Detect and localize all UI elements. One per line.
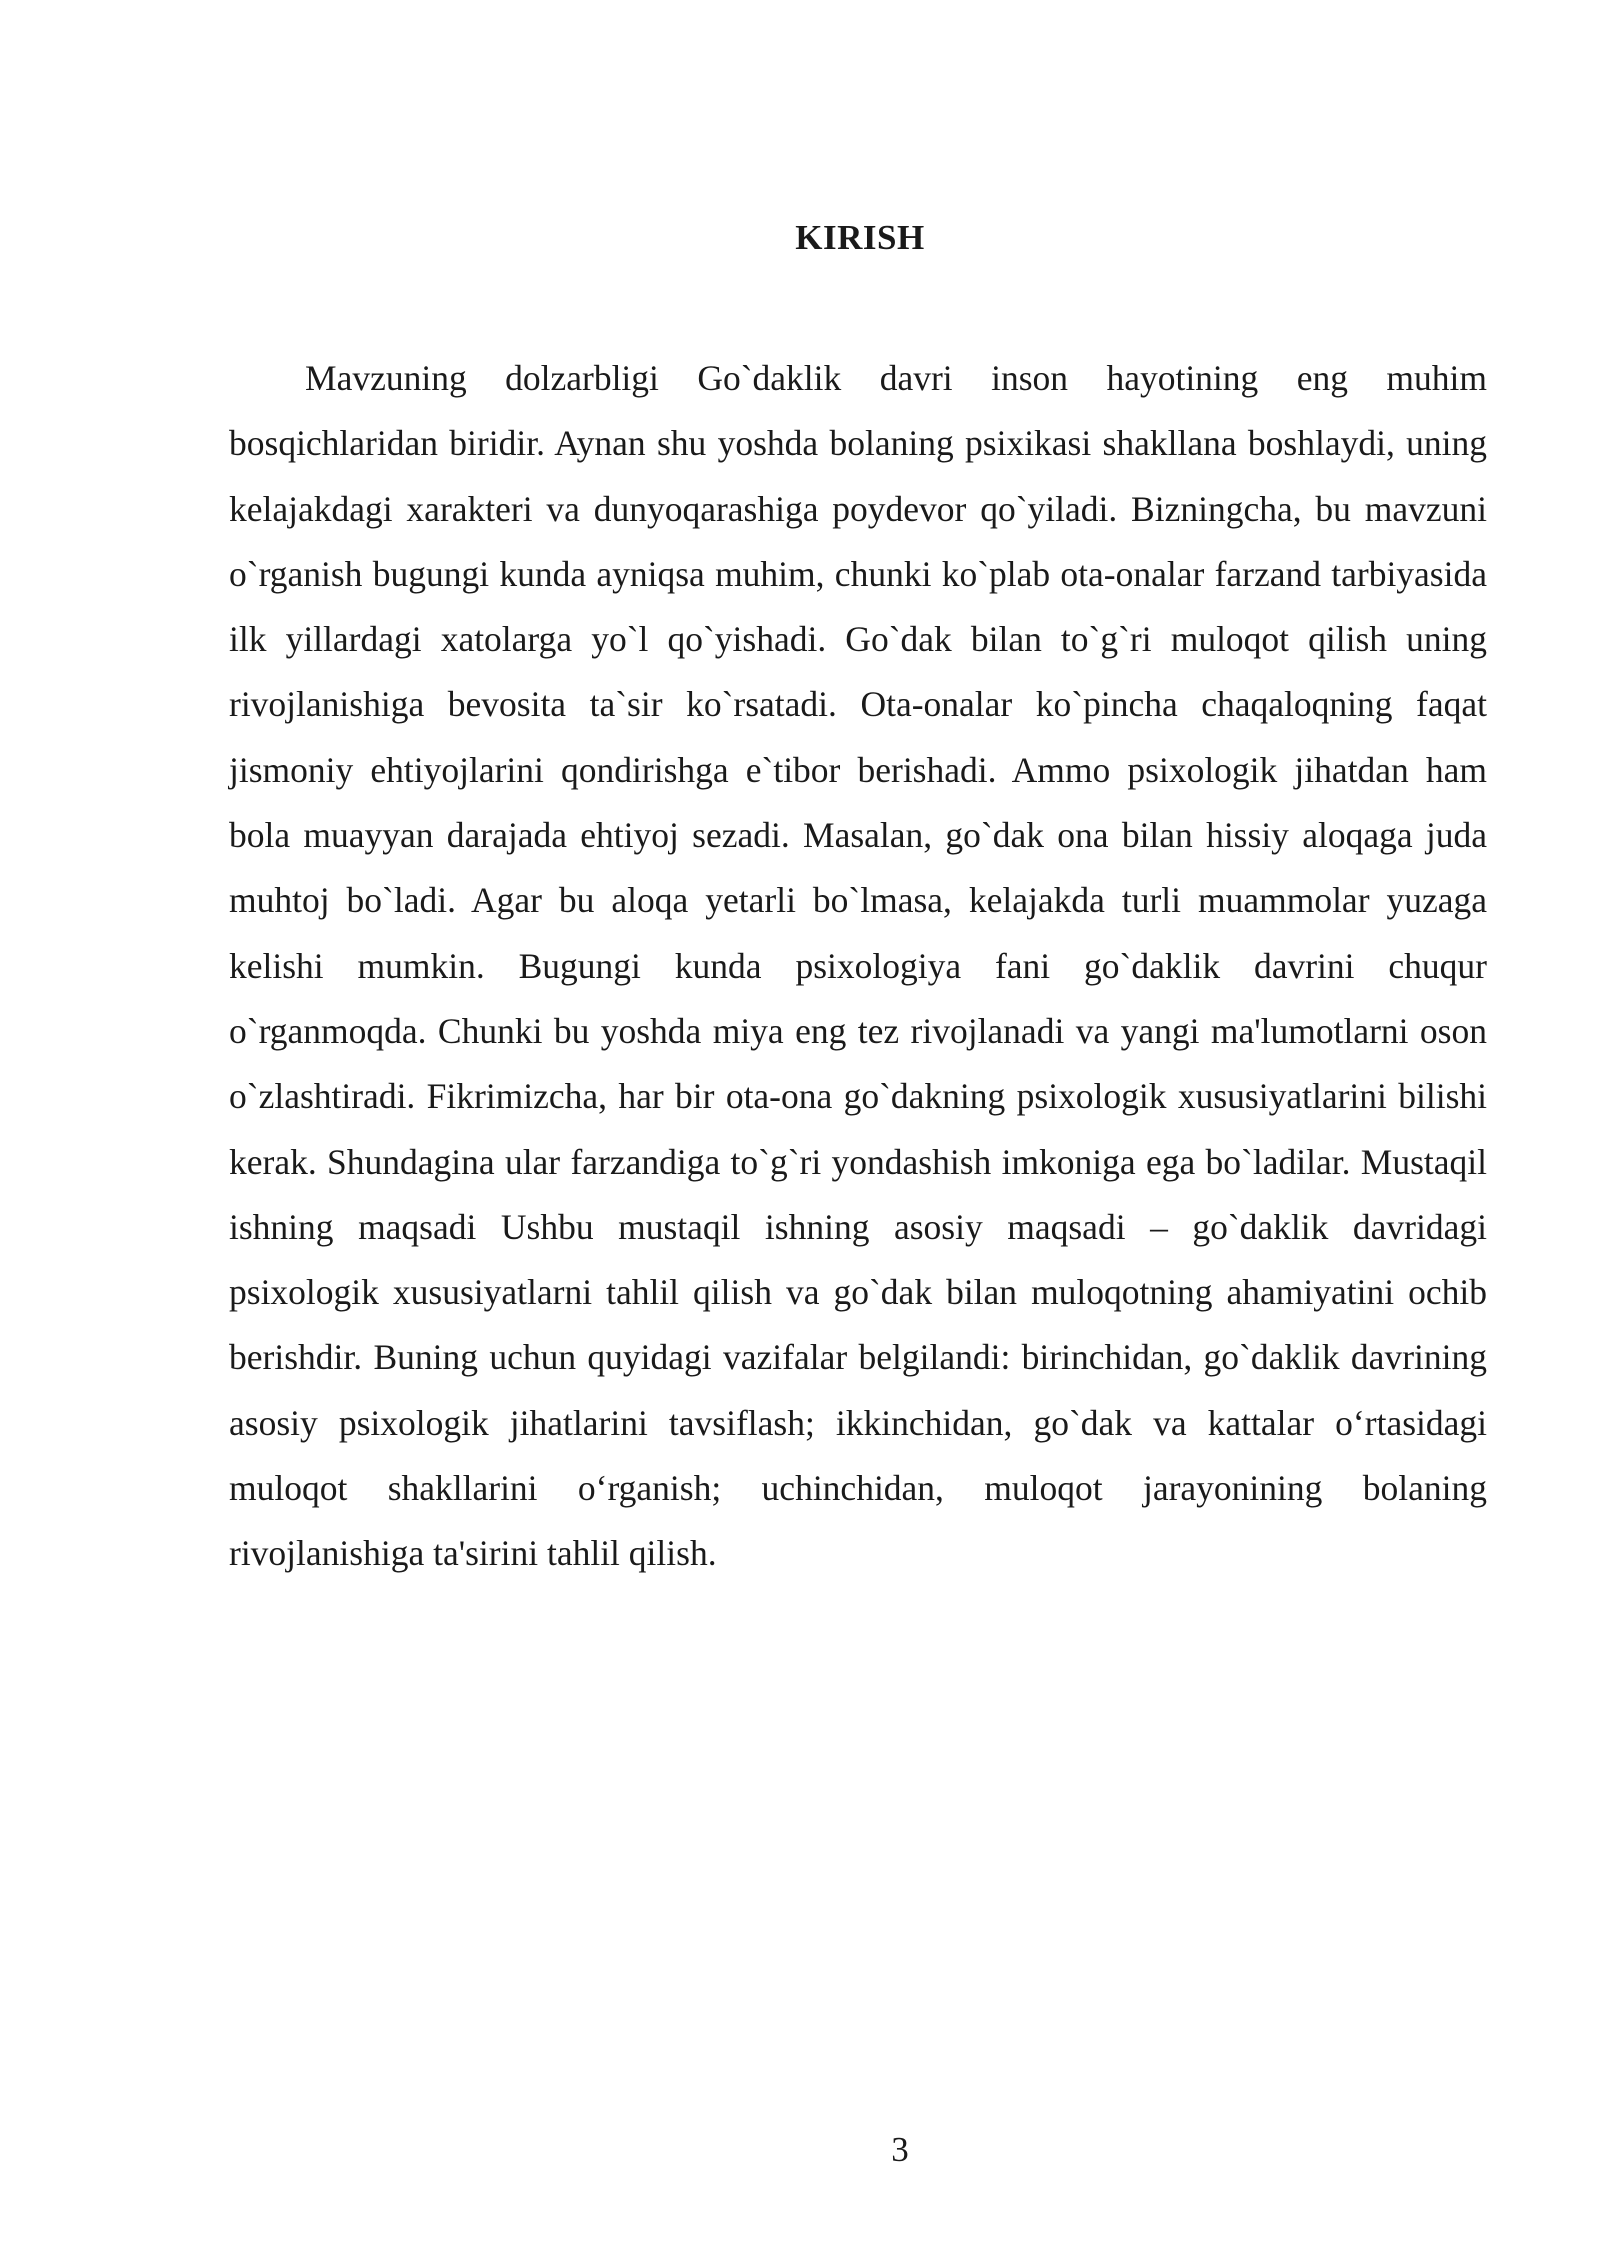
page-number: 3: [891, 2130, 909, 2169]
section-heading: KIRISH: [795, 218, 925, 257]
body-paragraph: Mavzuning dolzarbligi Go`daklik davri inson hayotining eng muhim bosqichlaridan biridir. Aynan shu yoshda bolaning psixikasi shakllana boshlaydi, uning kelajakdagi xarakteri va dunyoqarashiga poydevor qo`yiladi. Bizningcha, bu mavzuni o`rganish bugungi kunda ayniqsa muhim, chunki ko`plab ota-onalar farzand tarbiyasida ilk yillardagi xatolarga yo`l qo`yishadi. Go`dak bilan to`g`ri muloqot qilish uning rivojlanishiga bevosita ta`sir ko`rsatadi. Ota-onalar ko`pincha chaqaloqning faqat jismoniy ehtiyojlarini qondirishga e`tibor berishadi. Ammo psixologik jihatdan ham bola muayyan darajada ehtiyoj sezadi. Masalan, go`dak ona bilan hissiy aloqaga juda muhtoj bo`ladi. Agar bu aloqa yetarli bo`lmasa, kelajakda turli muammolar yuzaga kelishi mumkin. Bugungi kunda psixologiya fani go`daklik davrini chuqur o`rganmoqda. Chunki bu yoshda miya eng tez rivojlanadi va yangi ma'lumotlarni oson o`zlashtiradi. Fikrimizcha, har bir ota-ona go`dakning psixologik xususiyatlarini bilishi kerak. Shundagina ular farzandiga to`g`ri yondashish imkoniga ega bo`ladilar. Mustaqil ishning maqsadi Ushbu mustaqil ishning asosiy maqsadi – go`daklik davridagi psixologik xususiyatlarni tahlil qilish va go`dak bilan muloqotning ahamiyatini ochib berishdir. Buning uchun quyidagi vazifalar belgilandi: birinchidan, go`daklik davrining asosiy psixologik jihatlarini tavsiflash; ikkinchidan, go`dak va kattalar o‘rtasidagi muloqot shakllarini o‘rganish; uchinchidan, muloqot jarayonining bolaning rivojlanishiga ta'sirini tahlil qilish.: [229, 358, 1487, 1574]
